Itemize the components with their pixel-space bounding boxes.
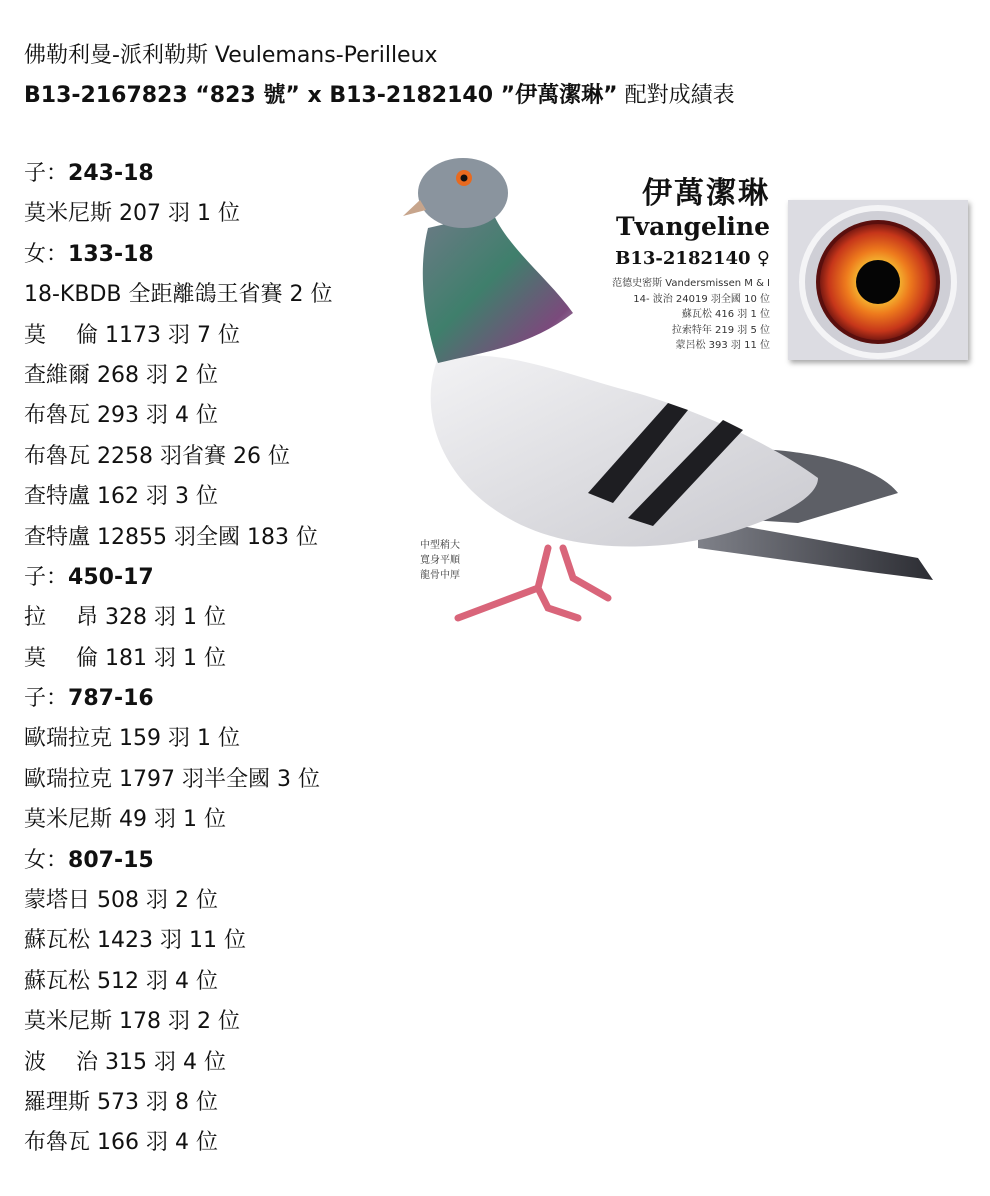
result-line: 蒙塔日 508 羽 2 位 — [24, 888, 218, 914]
result-line: 莫米尼斯 49 羽 1 位 — [24, 807, 226, 833]
bird-ring-number: 133-18 — [68, 241, 154, 267]
bird-info-line: 蒙呂松 393 羽 11 位 — [675, 340, 770, 351]
bird-name-zh: 伊萬潔琳 — [642, 176, 770, 211]
bird-info-line: 范德史密斯 Vandersmissen M & I — [612, 278, 770, 289]
location-rest: 倫 181 羽 1 位 — [76, 645, 226, 671]
bird-sex: 女： — [24, 241, 69, 267]
bird-ring-number: 787-16 — [68, 686, 154, 712]
result-line — [24, 1043, 394, 1083]
eye-closeup — [788, 200, 968, 360]
bird-sex: 子： — [24, 564, 69, 590]
pair-suffix: 配對成績表 — [617, 83, 735, 108]
bird-heading — [24, 235, 394, 275]
result-line: 18-KBDB 全距離鴿王省賽 2 位 — [24, 282, 333, 308]
body-note: 寬身平順 — [420, 555, 460, 566]
location-rest: 昂 328 羽 1 位 — [76, 605, 226, 631]
location-rest: 治 315 羽 4 位 — [76, 1049, 226, 1075]
result-line — [24, 639, 394, 679]
body-note: 中型稍大 — [420, 540, 460, 551]
bird-heading — [24, 154, 394, 194]
bird-info — [560, 276, 770, 354]
bird-name-en: Tvangeline — [616, 212, 770, 241]
bird-ring-number: 450-17 — [68, 564, 154, 590]
header — [24, 36, 735, 116]
bird-sex: 子： — [24, 686, 69, 712]
bird-info-line: 蘇瓦松 416 羽 1 位 — [681, 309, 770, 320]
bird-heading — [24, 558, 394, 598]
result-line — [24, 598, 394, 638]
result-line: 布魯瓦 293 羽 4 位 — [24, 403, 218, 429]
bird-heading — [24, 841, 394, 881]
bird-sex: 子： — [24, 161, 69, 186]
pair-rings: B13-2167823 “823 號” x B13-2182140 ”伊萬潔琳” — [24, 83, 618, 108]
result-line: 羅理斯 573 羽 8 位 — [24, 1089, 218, 1115]
bird-info-line: 14- 波治 24019 羽全國 10 位 — [633, 293, 770, 305]
result-line — [24, 316, 394, 356]
bird-ring-number: 807-15 — [68, 847, 154, 873]
bird-heading — [24, 679, 394, 719]
result-line: 莫米尼斯 207 羽 1 位 — [24, 201, 240, 227]
bird-sex: 女： — [24, 847, 69, 873]
result-line: 查維爾 268 羽 2 位 — [24, 362, 218, 388]
result-line: 莫米尼斯 178 羽 2 位 — [24, 1009, 240, 1035]
bird-ring-number: 243-18 — [68, 161, 154, 186]
result-line: 蘇瓦松 512 羽 4 位 — [24, 968, 218, 994]
location-first-char: 拉 — [24, 605, 47, 631]
result-line: 布魯瓦 166 羽 4 位 — [24, 1130, 218, 1156]
result-line: 查特盧 162 羽 3 位 — [24, 484, 218, 510]
bird-info-line: 拉索特年 219 羽 5 位 — [671, 324, 770, 336]
eye-illustration — [788, 200, 968, 360]
result-line: 布魯瓦 2258 羽省賽 26 位 — [24, 443, 290, 469]
bird-body-notes — [420, 538, 460, 583]
pair-subtitle — [24, 76, 735, 116]
result-line: 蘇瓦松 1423 羽 11 位 — [24, 928, 246, 954]
body-note: 龍骨中厚 — [420, 570, 460, 581]
result-line: 歐瑞拉克 1797 羽半全國 3 位 — [24, 766, 320, 792]
location-first-char: 波 — [24, 1049, 47, 1075]
location-first-char: 莫 — [24, 645, 47, 671]
location-rest: 倫 1173 羽 7 位 — [76, 322, 240, 348]
result-line: 查特盧 12855 羽全國 183 位 — [24, 524, 318, 550]
page-title: 佛勒利曼-派利勒斯 Veulemans-Perilleux — [24, 43, 438, 68]
results-list — [24, 154, 394, 1164]
bird-ring: B13-2182140 ♀ — [615, 248, 770, 269]
result-line: 歐瑞拉克 159 羽 1 位 — [24, 726, 240, 752]
location-first-char: 莫 — [24, 322, 47, 348]
